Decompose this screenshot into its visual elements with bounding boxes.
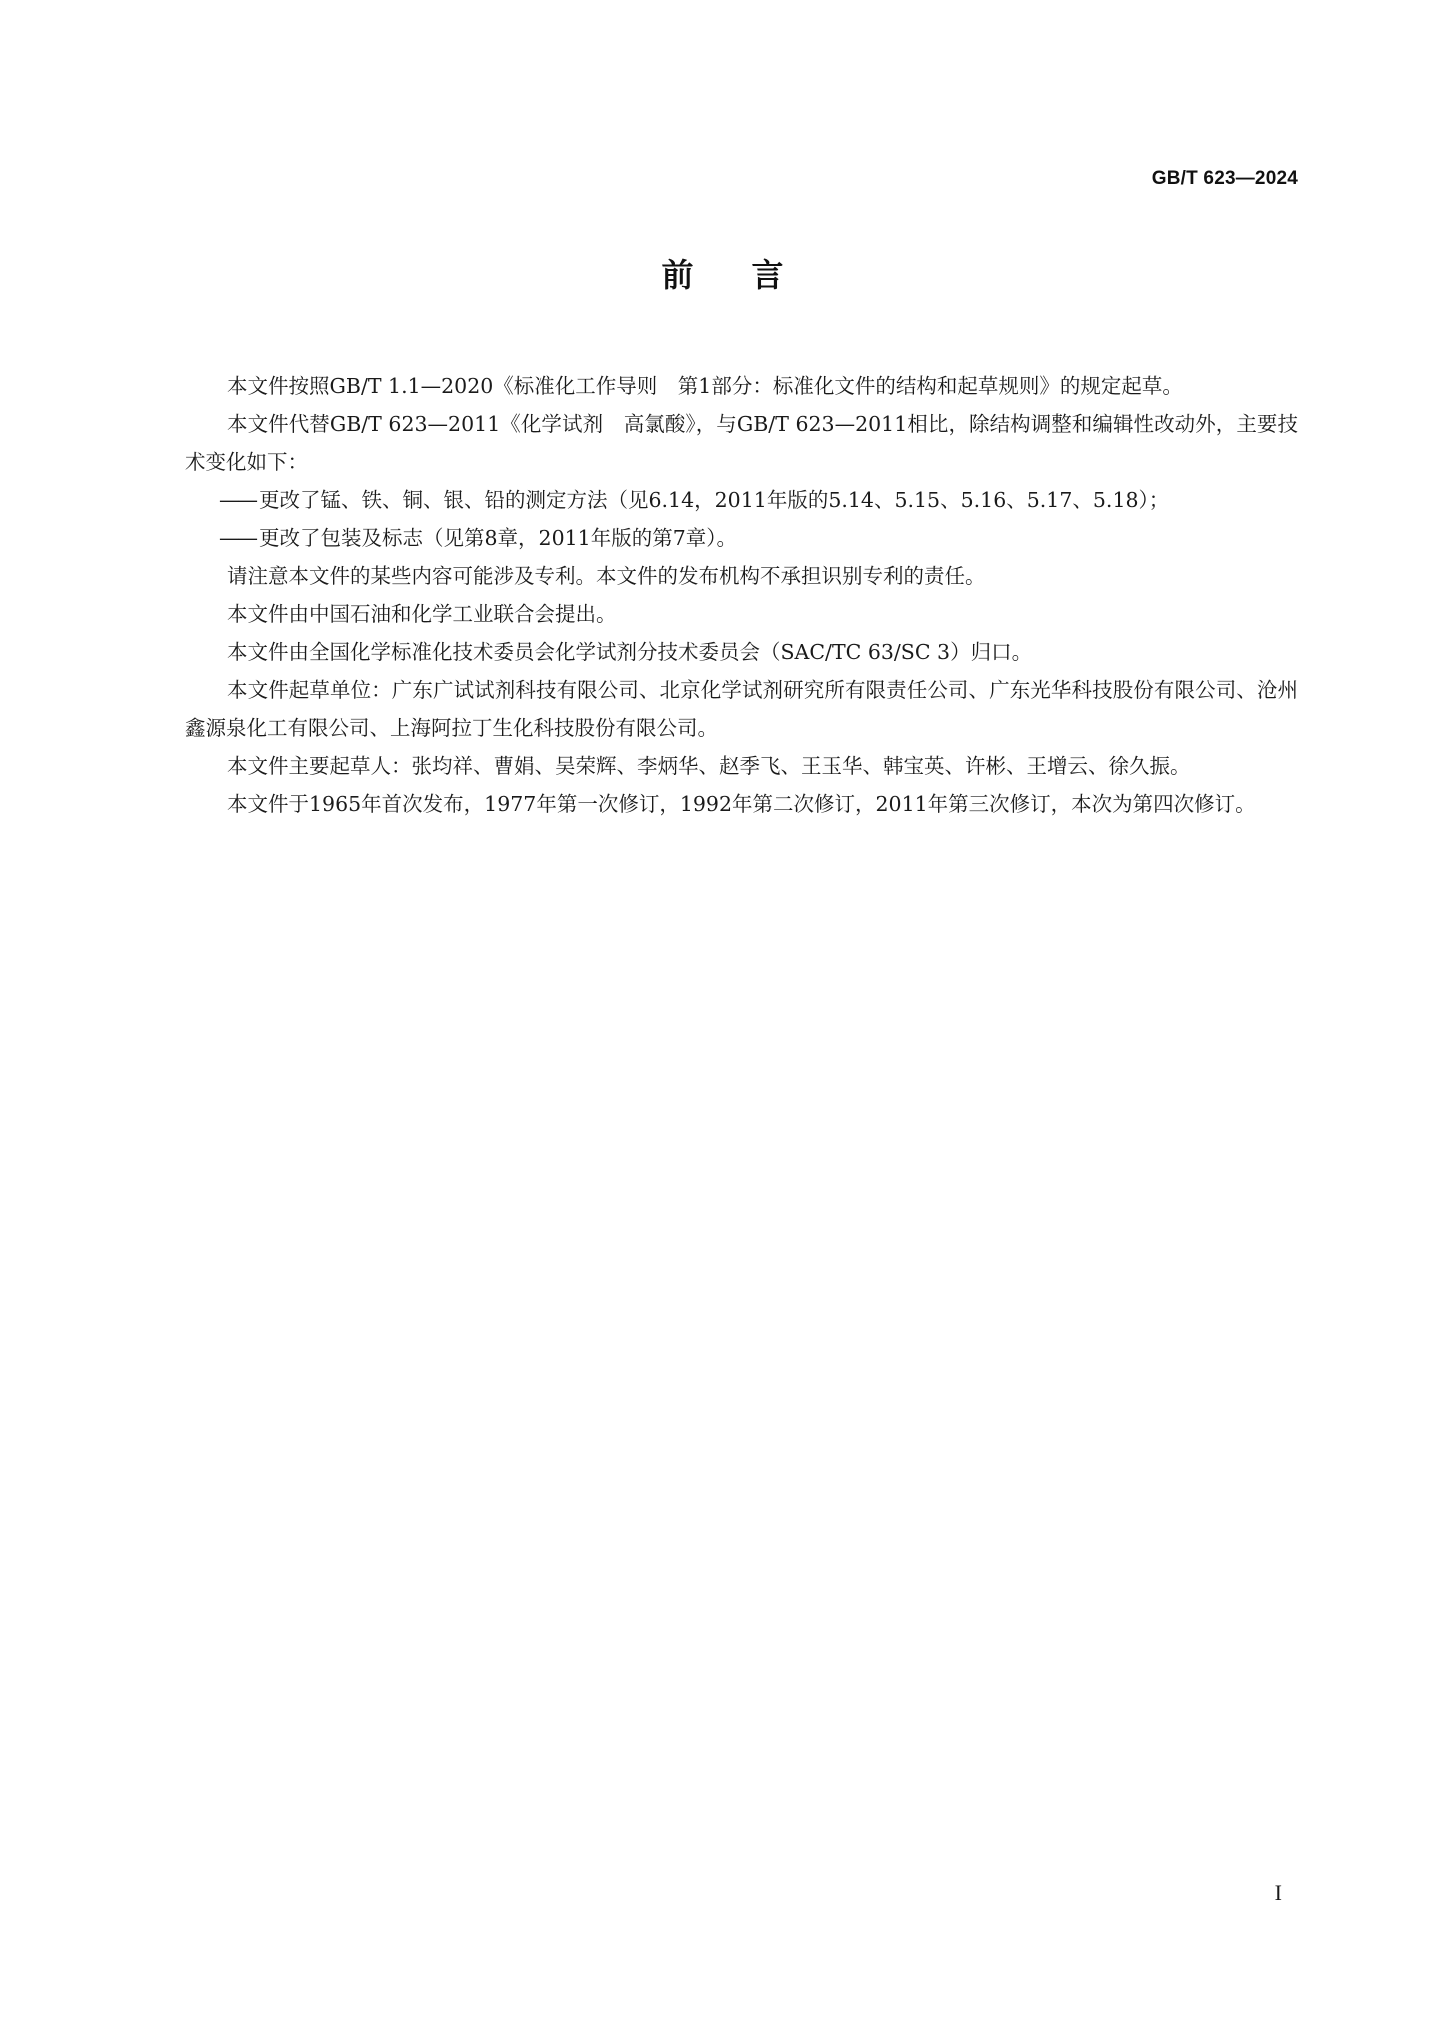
paragraph-drafters: 本文件主要起草人：张均祥、曹娟、吴荣辉、李炳华、赵季飞、王玉华、韩宝英、许彬、王增云、徐久振。: [227, 754, 1191, 778]
paragraph-proposer: 本文件由中国石油和化学工业联合会提出。: [227, 602, 617, 626]
foreword-body: [185, 367, 1298, 823]
change-item: [185, 481, 1298, 519]
dash-marker: ——: [219, 526, 256, 550]
paragraph-technical-committee: 本文件由全国化学标准化技术委员会化学试剂分技术委员会（SAC/TC 63/SC 3）归口。: [227, 640, 1033, 664]
standard-code: GB/T 623—2024: [1151, 168, 1298, 189]
change-item-text: 更改了包装及标志（见第8章，2011年版的第7章）。: [259, 526, 738, 550]
paragraph-replacement: 本文件代替GB/T 623—2011《化学试剂 高氯酸》，与GB/T 623—2011相比，除结构调整和编辑性改动外，主要技术变化如下：: [185, 412, 1298, 474]
change-item-text: 更改了锰、铁、铜、银、铅的测定方法（见6.14，2011年版的5.14、5.15、5.16、5.17、5.18）；: [259, 488, 1170, 512]
change-item: [185, 519, 1298, 557]
paragraph-patent-notice: 请注意本文件的某些内容可能涉及专利。本文件的发布机构不承担识别专利的责任。: [227, 564, 986, 588]
page-number: I: [1274, 1880, 1282, 1905]
page-title: 前言: [661, 256, 842, 294]
paragraph-history: 本文件于1965年首次发布，1977年第一次修订，1992年第二次修订，2011年第三次修订，本次为第四次修订。: [227, 792, 1256, 816]
dash-marker: ——: [219, 488, 256, 512]
paragraph-drafting-rules: 本文件按照GB/T 1.1—2020《标准化工作导则 第1部分：标准化文件的结构和起草规则》的规定起草。: [227, 374, 1183, 398]
paragraph-drafting-units: 本文件起草单位：广东广试试剂科技有限公司、北京化学试剂研究所有限责任公司、广东光华科技股份有限公司、沧州鑫源泉化工有限公司、上海阿拉丁生化科技股份有限公司。: [185, 678, 1298, 740]
